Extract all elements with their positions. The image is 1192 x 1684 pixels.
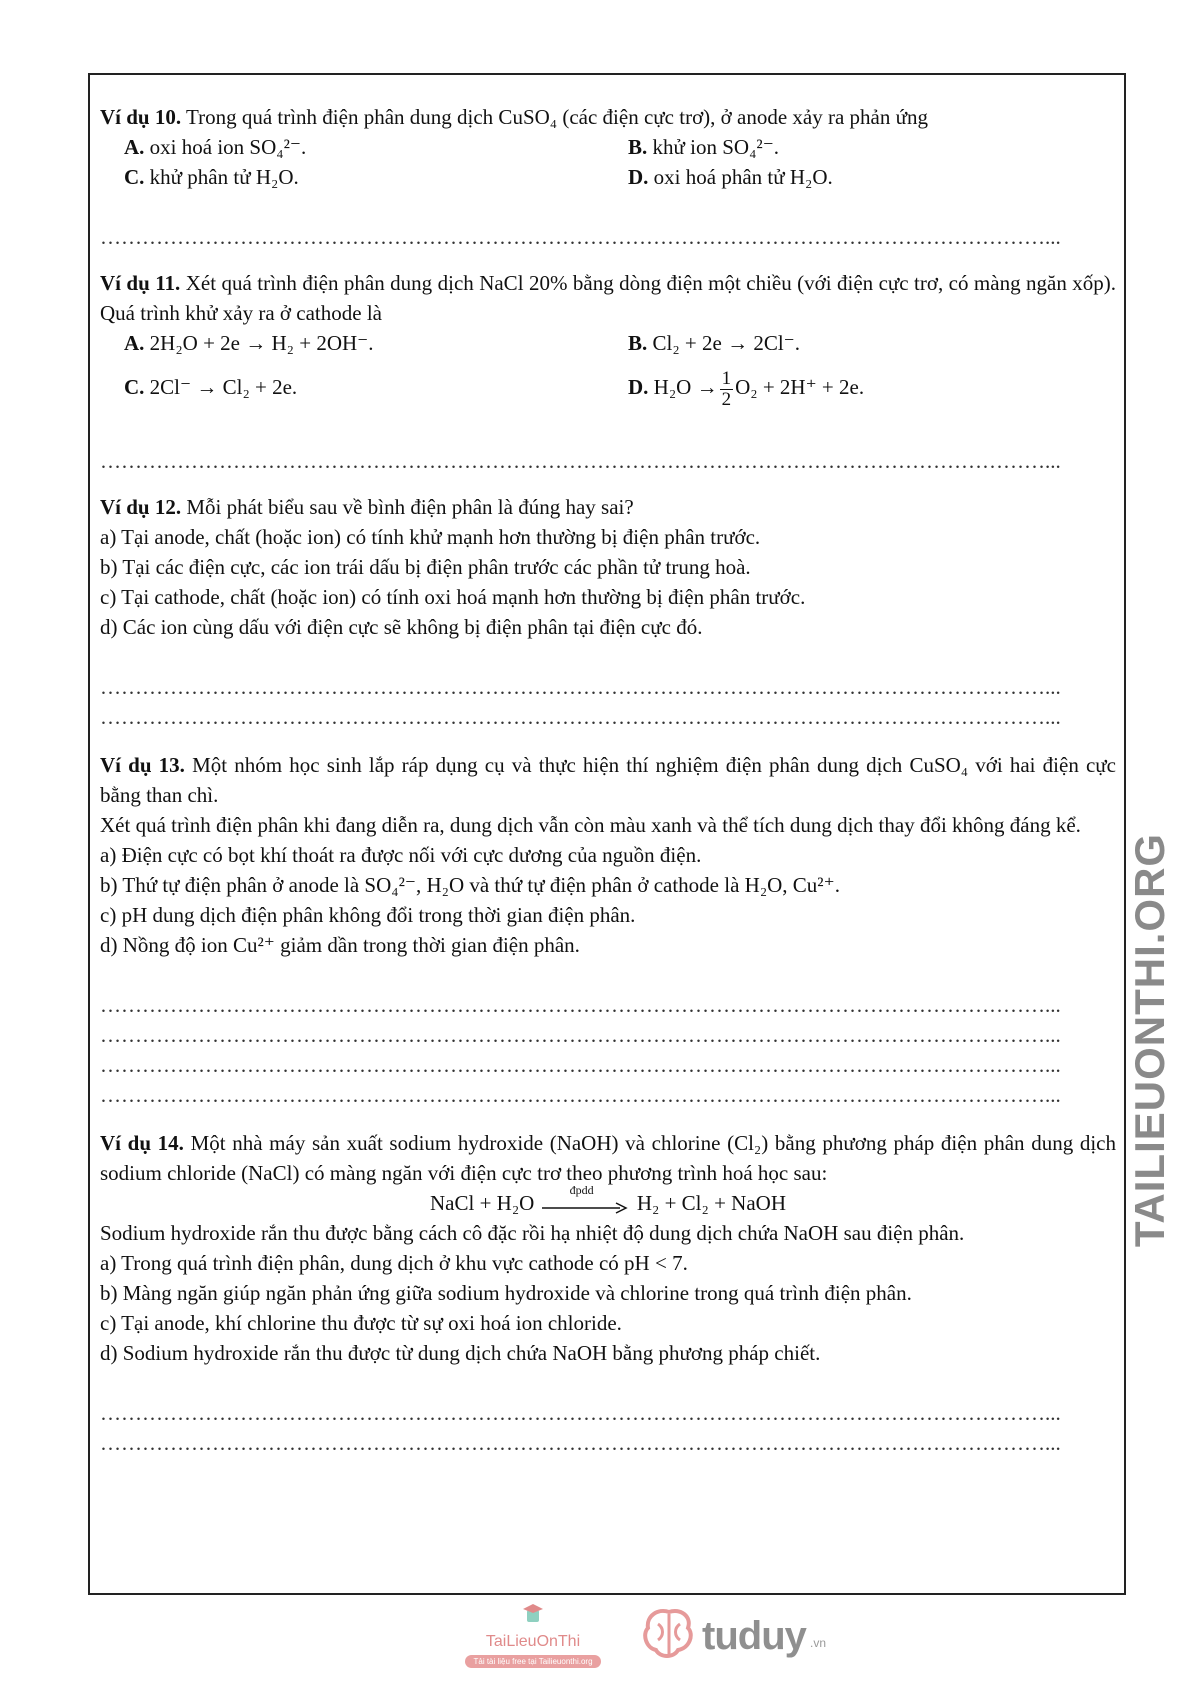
chemical-equation: NaCl + H₂O đpdd H₂ + Cl₂ + NaOH (430, 1183, 786, 1215)
question-14 (100, 1128, 1116, 1458)
document-body (100, 102, 1116, 1458)
question-14-context: Sodium hydroxide rắn thu được bằng cách cô đặc rồi hạ nhiệt độ dung dịch chứa NaOH sau điện phân. (100, 1221, 965, 1245)
statement-b: b) Màng ngăn giúp ngăn phản ứng giữa sodium hydroxide và chlorine trong quá trình điện phân. (100, 1281, 912, 1305)
question-11-options (100, 328, 1116, 416)
statement-d: d) Sodium hydroxide rắn thu được từ dung dịch chứa NaOH bằng phương pháp chiết. (100, 1341, 821, 1365)
option-d: D. H₂O → $\frac{1}{2}$ O₂ + 2H⁺ + 2e. (628, 367, 865, 410)
statement-c: c) Tại anode, khí chlorine thu được từ sự oxi hoá ion chloride. (100, 1311, 622, 1335)
question-13 (100, 750, 1116, 1110)
statement-a: a) Trong quá trình điện phân, dung dịch ở khu vực cathode có pH < 7. (100, 1251, 688, 1275)
answer-line: ………………………………………………………………………………………………………………………... (100, 1053, 1061, 1077)
tailieuonthi-logo[interactable]: TaiLieuOnThi Tải tài liệu free tại Tailieuonthi.org (448, 1602, 618, 1669)
option-b: B. Cl₂ + 2e → 2Cl⁻. (628, 331, 801, 355)
answer-line: ………………………………………………………………………………………………………………………... (100, 705, 1061, 729)
statement-d: d) Nồng độ ion Cu²⁺ giảm dần trong thời gian điện phân. (100, 933, 580, 957)
option-d: D. oxi hoá phân tử H₂O. (628, 165, 833, 189)
question-12-label: Ví dụ 12. (100, 495, 182, 519)
statement-b: b) Tại các điện cực, các ion trái dấu bị điện phân trước các phần tử trung hoà. (100, 555, 751, 579)
statement-b: b) Thứ tự điện phân ở anode là SO₄²⁻, H₂O và thứ tự điện phân ở cathode là H₂O, Cu²⁺. (100, 873, 840, 897)
question-10-stem: Ví dụ 10. Trong quá trình điện phân dung dịch CuSO₄ (các điện cực trơ), ở anode xảy ra phản ứng (100, 105, 928, 129)
question-14-stem: Ví dụ 14. Một nhà máy sản xuất sodium hydroxide (NaOH) và chlorine (Cl₂) bằng phương pháp điện phân dung dịch sodium chloride (NaCl) có màng ngăn với điện cực trơ theo phương trình hoá học sau: (100, 1131, 1117, 1185)
option-a: A. oxi hoá ion SO₄²⁻. (124, 135, 307, 159)
statement-d: d) Các ion cùng dấu với điện cực sẽ không bị điện phân tại điện cực đó. (100, 615, 703, 639)
answer-line: ………………………………………………………………………………………………………………………... (100, 675, 1061, 699)
question-12 (100, 492, 1116, 732)
statement-a: a) Tại anode, chất (hoặc ion) có tính khử mạnh hơn thường bị điện phân trước. (100, 525, 761, 549)
statement-a: a) Điện cực có bọt khí thoát ra được nối với cực dương của nguồn điện. (100, 843, 702, 867)
question-11-label: Ví dụ 11. (100, 271, 181, 295)
question-10-options (100, 132, 1116, 192)
question-11-stem: Ví dụ 11. Xét quá trình điện phân dung dịch NaCl 20% bằng dòng điện một chiều (với điện cực trơ, có màng ngăn xốp). Quá trình khử xảy ra ở cathode là (100, 271, 1116, 325)
answer-line: ………………………………………………………………………………………………………………………... (100, 1083, 1061, 1107)
option-b: B. khử ion SO₄²⁻. (628, 135, 780, 159)
question-13-context: Xét quá trình điện phân khi đang diễn ra, dung dịch vẫn còn màu xanh và thể tích dung dịch thay đổi không đáng kể. (100, 813, 1081, 837)
site-watermark: TAILIEUONTHI.ORG (1126, 832, 1173, 1248)
question-10 (100, 102, 1116, 252)
question-14-label: Ví dụ 14. (100, 1131, 184, 1155)
reaction-arrow: đpdd (540, 1194, 632, 1216)
fraction-one-half: $\frac{1}{2}$ (721, 367, 732, 410)
statement-c: c) Tại cathode, chất (hoặc ion) có tính oxi hoá mạnh hơn thường bị điện phân trước. (100, 585, 806, 609)
option-a: A. 2H₂O + 2e → H₂ + 2OH⁻. (124, 331, 374, 355)
graduation-book-icon (521, 1602, 545, 1624)
answer-line: ………………………………………………………………………………………………………………………... (100, 1023, 1061, 1047)
answer-line: ………………………………………………………………………………………………………………………... (100, 993, 1061, 1017)
question-10-label: Ví dụ 10. (100, 105, 182, 129)
statement-c: c) pH dung dịch điện phân không đổi trong thời gian điện phân. (100, 903, 636, 927)
tuduy-logo[interactable]: tuduy .vn (640, 1606, 698, 1667)
answer-line: ………………………………………………………………………………………………………………………... (100, 449, 1061, 473)
option-c: C. 2Cl⁻ → Cl₂ + 2e. (124, 375, 298, 399)
page-footer (0, 1592, 1192, 1684)
question-13-stem: Ví dụ 13. Một nhóm học sinh lắp ráp dụng cụ và thực hiện thí nghiệm điện phân dung dịch CuSO₄ với hai điện cực bằng than chì. (100, 753, 1116, 807)
brain-icon (640, 1606, 698, 1662)
answer-line: ………………………………………………………………………………………………………………………... (100, 1431, 1061, 1455)
answer-line: ………………………………………………………………………………………………………………………... (100, 1401, 1061, 1425)
option-c: C. khử phân tử H₂O. (124, 165, 299, 189)
answer-line: ………………………………………………………………………………………………………………………... (100, 225, 1061, 249)
question-13-label: Ví dụ 13. (100, 753, 185, 777)
question-12-stem: Ví dụ 12. Mỗi phát biểu sau về bình điện phân là đúng hay sai? (100, 495, 634, 519)
question-11 (100, 268, 1116, 476)
